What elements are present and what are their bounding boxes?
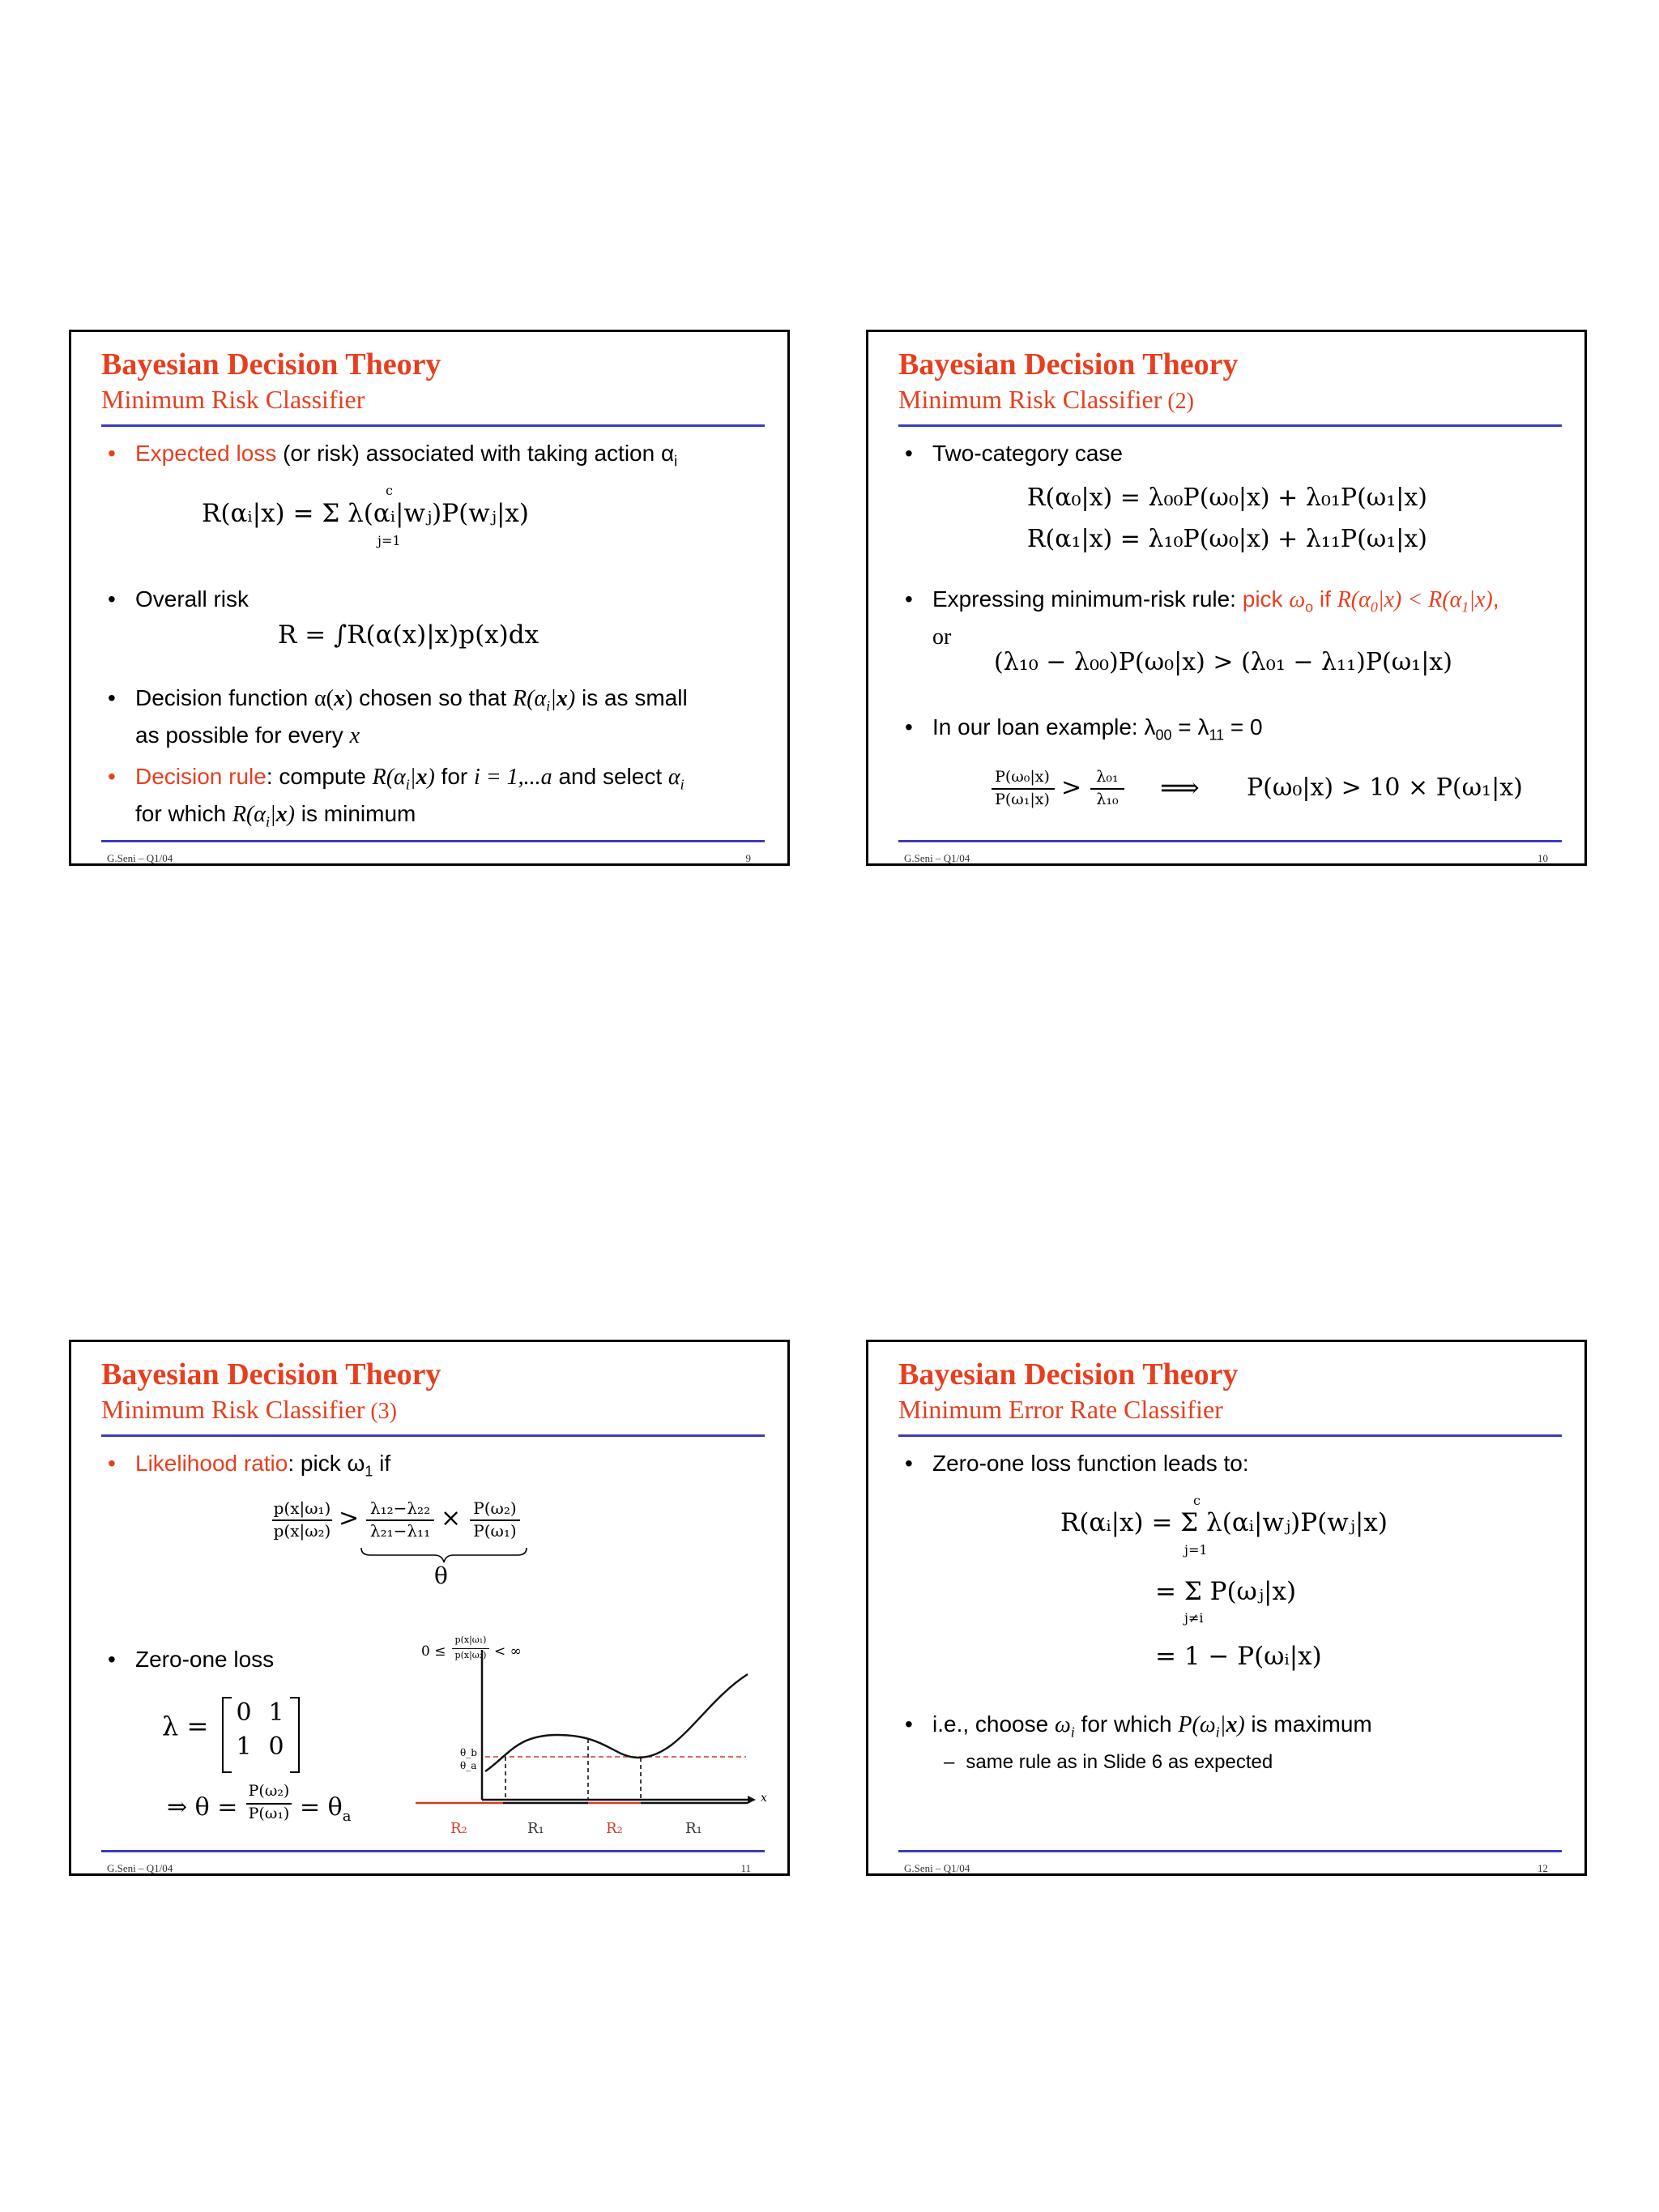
bullet-decision-function [108, 684, 688, 751]
bullet-expected-loss [108, 439, 678, 476]
fraction-bar [1090, 788, 1124, 790]
slide-subtitle: Minimum Error Rate Classifier [898, 1395, 1223, 1424]
bullet-dot: • [108, 441, 116, 466]
bullet-text: for which [1074, 1711, 1179, 1737]
footer-author: G.Seni – Q1/04 [904, 1862, 970, 1874]
bullet-min-risk-rule [905, 585, 1499, 652]
sub-bullet-dash: – [944, 1751, 955, 1773]
bullet-text: Zero-one loss function leads to: [932, 1451, 1249, 1476]
matrix-cell: 1 [268, 1698, 284, 1727]
loss-numerator: λ₁₂−λ₂₂ [369, 1498, 431, 1518]
sum-upper-limit: c [1193, 1493, 1201, 1508]
paren: ) [1237, 1712, 1245, 1737]
title-divider [101, 424, 765, 427]
underbrace-icon [359, 1546, 529, 1564]
bullet-text: is maximum [1244, 1711, 1372, 1737]
prior-numerator: P(ω₂) [473, 1498, 517, 1518]
graph-x-label: x [761, 1792, 767, 1805]
index-range: i = 1,...a [474, 765, 552, 790]
bullet-text: : compute [266, 764, 373, 789]
omega-symbol: ω [1289, 587, 1306, 612]
subscript: i [1215, 1724, 1220, 1741]
footer-divider [101, 840, 765, 842]
greater-than: > [1061, 774, 1082, 802]
matrix-bracket-left [222, 1697, 232, 1773]
var-x: x [416, 765, 428, 790]
risk-symbol: R(α [372, 765, 406, 790]
bullet-text: for [434, 764, 474, 789]
bullet-dot: • [905, 441, 913, 466]
slide-number: 9 [745, 852, 751, 864]
risk-symbol: R(α [513, 686, 547, 711]
sum-lower-limit: j=1 [377, 533, 401, 548]
rule-text: if [1313, 586, 1337, 612]
sub-bullet-text: same rule as in Slide 6 as expected [966, 1751, 1273, 1773]
subscript: 00 [1155, 727, 1172, 744]
theta-label: θ [434, 1562, 448, 1589]
bullet-dot: • [108, 685, 116, 710]
var-x: x [349, 722, 360, 748]
theta-a-text: = θ [300, 1793, 343, 1822]
bullet-text: In our loan example: λ [932, 714, 1156, 739]
slide-subtitle [101, 1395, 397, 1425]
title-divider [101, 1434, 765, 1437]
bullet-overall-risk [108, 585, 249, 614]
region-label: R₁ [527, 1820, 544, 1837]
bullet-text: Expressing minimum-risk rule: [932, 586, 1243, 612]
equation-loan-rule: P(ω₀|x) > 10 × P(ω₁|x) [1247, 774, 1523, 802]
graph-ratio-numerator: p(x|ω₁) [454, 1634, 487, 1645]
bullet-text: = 0 [1224, 714, 1263, 739]
paren: ) [427, 765, 435, 790]
slide-11 [69, 1340, 790, 1876]
graph-ratio-denominator: p(x|ω₂) [454, 1650, 487, 1660]
bullet-zero-one-loss [108, 1645, 275, 1674]
comma: , [1492, 586, 1499, 612]
lambda-equals: λ = [162, 1711, 209, 1741]
equation-risk-action-0: R(α₀|x) = λ₀₀P(ω₀|x) + λ₀₁P(ω₁|x) [1026, 484, 1427, 512]
bullet-likelihood-ratio [108, 1449, 391, 1486]
sum-upper-limit: c [386, 483, 393, 498]
paren: ) [567, 686, 576, 711]
bullet-dot: • [905, 1711, 913, 1737]
matrix-cell: 0 [236, 1698, 252, 1727]
equation-conditional-risk: R(αᵢ|x) = Σ λ(αᵢ|wⱼ)P(wⱼ|x) [202, 499, 529, 528]
slide-title: Bayesian Decision Theory [101, 347, 441, 381]
bullet-dot: • [108, 1451, 116, 1476]
slide-number: 11 [740, 1862, 751, 1874]
subtitle-text: Minimum Risk Classifier [101, 1395, 365, 1424]
bullet-text: (or risk) associated with taking action α [276, 441, 675, 466]
ratio-numerator: p(x|ω₁) [273, 1498, 331, 1518]
subscript: 0 [1370, 599, 1378, 616]
loss-denominator: λ₂₁−λ₁₁ [369, 1521, 431, 1541]
subscript: o [1305, 599, 1314, 616]
footer-divider [101, 1850, 765, 1852]
bullet-text: chosen so that [352, 685, 514, 710]
theta-numerator: P(ω₂) [248, 1782, 290, 1800]
subscript: 11 [1209, 727, 1225, 744]
alpha-symbol: α [667, 765, 680, 790]
sum-lower-limit: j=1 [1184, 1542, 1208, 1558]
theta-denominator: P(ω₁) [248, 1805, 290, 1822]
subscript: i [1070, 1724, 1075, 1741]
footer-divider [898, 1850, 1562, 1852]
alpha-symbol: α( [314, 686, 335, 711]
var-x: x [334, 686, 346, 711]
rule-inequality: |x) [1469, 587, 1493, 612]
footer-author: G.Seni – Q1/04 [107, 1862, 173, 1874]
prior-denominator: P(ω₁) [473, 1521, 517, 1541]
bar: | [269, 801, 276, 827]
term-likelihood-ratio: Likelihood ratio [135, 1451, 288, 1476]
bullet-text: Two-category case [932, 441, 1123, 466]
bar: | [550, 686, 557, 711]
equation-one-minus-posterior: = 1 − P(ωᵢ|x) [1155, 1642, 1322, 1671]
equation-min-risk-rule: (λ₁₀ − λ₀₀)P(ω₀|x) > (λ₀₁ − λ₁₁)P(ω₁|x) [994, 648, 1452, 676]
graph-range-lower: 0 ≤ [421, 1643, 446, 1660]
risk-symbol: R(α [1337, 587, 1371, 612]
bullet-loan-example [905, 713, 1263, 750]
subscript: i [674, 453, 678, 470]
equation-overall-risk: R = ∫R(α(x)|x)p(x)dx [278, 620, 539, 650]
bullet-text: if [373, 1451, 391, 1476]
slide-subtitle [898, 385, 1194, 415]
equation-sum-posteriors: = Σ P(ωⱼ|x) [1155, 1577, 1297, 1606]
bullet-text: i.e., choose [932, 1711, 1055, 1737]
bullet-text: Decision function [135, 685, 315, 710]
bullet-text: for which [135, 800, 232, 826]
bullet-text: is minimum [295, 800, 416, 826]
fraction-denominator: P(ω₁|x) [995, 791, 1050, 808]
graph-range-upper: < ∞ [494, 1643, 522, 1660]
slide-title: Bayesian Decision Theory [101, 1357, 441, 1392]
bullet-zero-one-loss [905, 1449, 1249, 1478]
title-divider [898, 1434, 1562, 1437]
equation-conditional-risk: R(αᵢ|x) = Σ λ(αᵢ|wⱼ)P(wⱼ|x) [1060, 1508, 1388, 1537]
term-expected-loss: Expected loss [135, 441, 277, 466]
bullet-dot: • [905, 586, 913, 612]
posterior-symbol: P(ω [1178, 1712, 1216, 1737]
bullet-text: is as small [575, 685, 688, 710]
footer-author: G.Seni – Q1/04 [904, 852, 970, 864]
slide-subtitle: Minimum Risk Classifier [101, 385, 365, 414]
risk-symbol: R(α [232, 801, 266, 827]
likelihood-ratio-graph [416, 1634, 841, 1820]
equation-risk-action-1: R(α₁|x) = λ₁₀P(ω₀|x) + λ₁₁P(ω₁|x) [1026, 525, 1427, 553]
slide-title: Bayesian Decision Theory [898, 347, 1239, 381]
sum-lower-limit: j≠i [1184, 1610, 1204, 1626]
var-x: x [556, 686, 568, 711]
subtitle-suffix: (2) [1162, 389, 1194, 414]
fraction-numerator: λ₀₁ [1096, 768, 1119, 786]
matrix-bracket-right [290, 1697, 300, 1773]
footer-divider [898, 840, 1562, 842]
slide-title: Bayesian Decision Theory [898, 1357, 1239, 1392]
bullet-dot: • [905, 714, 913, 739]
bullet-dot: • [108, 764, 116, 789]
region-label: R₁ [685, 1820, 702, 1837]
bullet-decision-rule [108, 762, 684, 836]
subtitle-text: Minimum Risk Classifier [898, 385, 1162, 414]
bullet-text: : pick ω [288, 1451, 365, 1476]
subscript: i [265, 813, 270, 830]
slide-9 [69, 330, 790, 866]
bullet-dot: • [108, 586, 116, 612]
rule-inequality: |x) < R(α [1377, 587, 1462, 612]
bullet-text-or: or [932, 624, 952, 650]
region-label: R₂ [606, 1820, 623, 1837]
x-axis-arrow-icon [748, 1796, 756, 1804]
subscript: 1 [1461, 599, 1469, 616]
paren: ) [287, 801, 295, 827]
paren: ) [345, 686, 353, 711]
bar: | [409, 765, 416, 790]
fraction-numerator: P(ω₀|x) [995, 768, 1050, 786]
implies-arrow: ⟹ [1160, 772, 1200, 804]
sub-bullet-same-rule [944, 1751, 1273, 1774]
slide-10 [866, 330, 1587, 866]
bullet-text: Zero-one loss [135, 1647, 275, 1672]
bullet-dot: • [905, 1451, 913, 1476]
region-label: R₂ [450, 1820, 467, 1837]
greater-than: > [339, 1504, 360, 1532]
fraction-denominator: λ₁₀ [1096, 791, 1119, 808]
subscript: i [546, 697, 551, 714]
theta-equals: ⇒ θ = [167, 1793, 238, 1822]
bullet-text: and select [552, 764, 668, 789]
subscript: i [680, 776, 684, 793]
bullet-text: as possible for every [135, 722, 350, 748]
term-decision-rule: Decision rule [135, 764, 267, 789]
subtitle-suffix: (3) [365, 1399, 397, 1424]
footer-author: G.Seni – Q1/04 [107, 852, 173, 864]
subscript: i [405, 776, 410, 793]
matrix-cell: 1 [236, 1733, 252, 1761]
subscript: 1 [365, 1463, 373, 1480]
bullet-choose-max [905, 1710, 1372, 1747]
bar: | [1219, 1712, 1226, 1737]
var-x: x [1226, 1712, 1238, 1737]
slide-number: 12 [1537, 1862, 1548, 1874]
bullet-text: Overall risk [135, 586, 249, 612]
omega-symbol: ω [1054, 1712, 1071, 1737]
ratio-denominator: p(x|ω₂) [273, 1521, 331, 1541]
bullet-text: = λ [1171, 714, 1209, 739]
title-divider [898, 424, 1562, 427]
matrix-cell: 0 [268, 1733, 284, 1761]
bullet-two-category [905, 439, 1123, 468]
subscript: a [342, 1808, 352, 1825]
var-x: x [275, 801, 288, 827]
rule-text: pick [1242, 586, 1290, 612]
bullet-dot: • [108, 1647, 116, 1672]
fraction-bar [992, 788, 1055, 790]
theta-a-equals [300, 1793, 351, 1825]
graph-theta-a-label: θ_a [460, 1760, 477, 1771]
slide-12 [866, 1340, 1587, 1876]
graph-theta-b-label: θ_b [460, 1747, 477, 1758]
slide-number: 10 [1537, 852, 1548, 864]
times-sign: × [441, 1504, 462, 1532]
